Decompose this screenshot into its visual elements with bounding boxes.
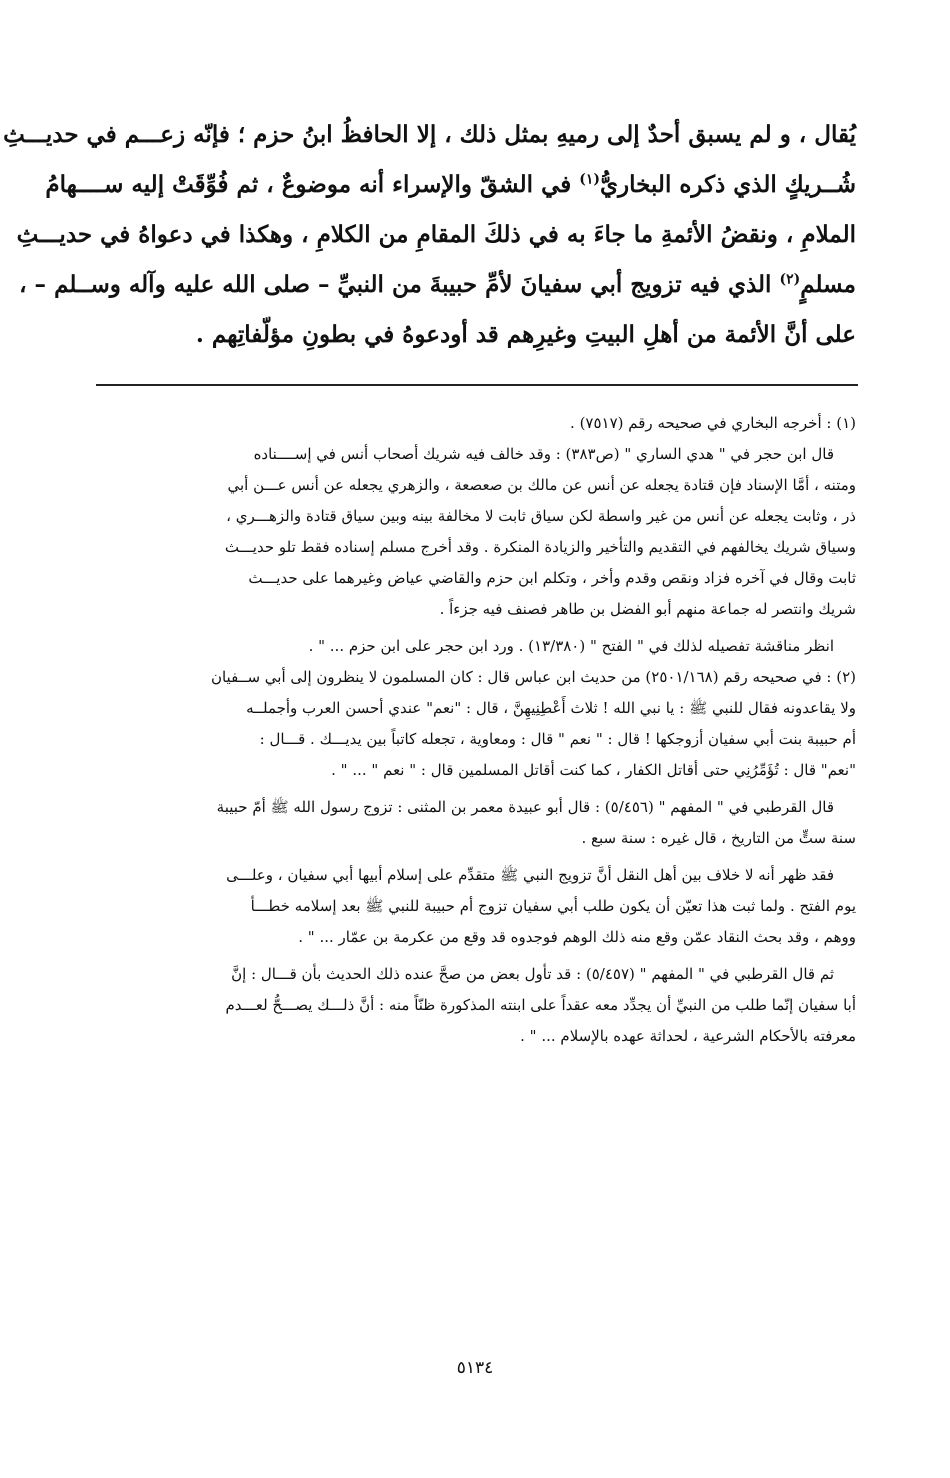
main-text-segment: الذي فيه تزويج أبي سفيانَ لأمِّ حبيبةَ من النبيِّ – صلى الله عليه وآله وســلم – ، [19, 271, 780, 298]
footnote-separator [96, 384, 858, 386]
footnote-line: ومتنه ، أمَّا الإسناد فإن قتادة يجعله عن أنس عن مالك بن صعصعة ، والزهري يجعله عن أنس عـــن أبي [227, 476, 856, 494]
main-text-line: الملامِ ، ونقضُ الأئمةِ ما جاءَ به في ذلكَ المقامِ من الكلامِ ، وهكذا في دعواهُ في حديـــثِ [16, 221, 856, 248]
footnote-line: (١) : أخرجه البخاري في صحيحه رقم (٧٥١٧) . [570, 414, 856, 432]
footnote-line: ذر ، وثابت يجعله عن أنس من غير واسطة لكن سياق ثابت لا مخالفة بينه وبين سياق قتادة والزهـــري ، [226, 507, 856, 525]
footnote-line: سنة ستٍّ من التاريخ ، قال غيره : سنة سبع . [581, 829, 856, 847]
footnote-line: أم حبيبة بنت أبي سفيان أزوجكها ! قال : " نعم " قال : ومعاوية ، تجعله كاتباً بين يديـــك . قـــال : [259, 730, 856, 748]
main-text-block [3, 110, 856, 360]
main-text-segment: في الشقّ والإسراء أنه موضوعٌ ، ثم فُوِّقَتْ إليه ســــهامُ [45, 171, 580, 198]
footnote-line: فقد ظهر أنه لا خلاف بين أهل النقل أنَّ تزويج النبي ﷺ متقدِّم على إسلام أبيها أبي سفيان ، وعلـــى [226, 866, 834, 884]
main-text-line: يُقال ، و لم يسبق أحدٌ إلى رميهِ بمثل ذلك ، إلا الحافظُ ابنُ حزم ؛ فإنّه زعـــم في حديـــثِ [3, 121, 856, 148]
main-text-segment: شُــريكٍ الذي ذكره البخاريُّ [600, 171, 856, 198]
footnotes-block [96, 408, 856, 1052]
footnote-ref-2: (٢) [779, 271, 801, 288]
footnote-line: معرفته بالأحكام الشرعية ، لحداثة عهده بالإسلام ... " . [520, 1027, 856, 1045]
footnote-line: يوم الفتح . ولما ثبت هذا تعيّن أن يكون طلب أبي سفيان تزوج أم حبيبة للنبي ﷺ بعد إسلامه خطـــأ [250, 897, 856, 915]
footnote-line: ثم قال القرطبي في " المفهم " (٥/٤٥٧) : قد تأول بعض من صحَّ عنده ذلك الحديث بأن قـــال : إنَّ [231, 965, 834, 983]
footnote-line: (٢) : في صحيحه رقم (٢٥٠١/١٦٨) من حديث ابن عباس قال : كان المسلمون لا ينظرون إلى أبي ســفيان [210, 668, 856, 686]
footnote-line: وسياق شريك يخالفهم في التقديم والتأخير والزيادة المنكرة . وقد أخرج مسلم إسناده فقط تلو حديـــث [224, 538, 856, 556]
main-text-segment: مسلمٍ [800, 271, 856, 298]
footnote-line: ولا يقاعدونه فقال للنبي ﷺ : يا نبي الله ! ثلاث أَعْطِنِيهِنَّ ، قال : "نعم" عندي أحسن العرب وأجملــه [246, 699, 856, 717]
footnote-line: أبا سفيان إنّما طلب من النبيِّ أن يجدِّد معه عقداً على ابنته المذكورة ظنّاً منه : أنَّ ذلـــك يصـــحُّ لعـــدم [225, 996, 856, 1014]
footnote-line: ووهم ، وقد بحث النقاد عمّن وقع منه ذلك الوهم فوجدوه قد وقع من عكرمة بن عمّار ... " . [298, 928, 856, 946]
footnote-line: انظر مناقشة تفصيله لذلك في " الفتح " (١٣/٣٨٠) . ورد ابن حجر على ابن حزم ... " . [308, 637, 834, 655]
footnote-line: شريك وانتصر له جماعة منهم أبو الفضل بن طاهر فصنف فيه جزءاً . [439, 600, 856, 618]
main-text-line [45, 160, 856, 210]
footnote-ref-1: (١) [579, 171, 601, 188]
footnote-line: "نعم" قال : تُؤَمِّرُنِي حتى أقاتل الكفار ، كما كنت أقاتل المسلمين قال : " نعم " ... " . [331, 761, 856, 779]
footnote-line: قال ابن حجر في " هدي الساري " (ص٣٨٣) : وقد خالف فيه شريك أصحاب أنس في إســــناده [253, 445, 834, 463]
page-number: ٥١٣٤ [456, 1358, 494, 1378]
footnote-line: ثابت وقال في آخره فزاد ونقص وقدم وأخر ، وتكلم ابن حزم والقاضي عياض وغيرهما على حديـــث [248, 569, 856, 587]
footnote-line: قال القرطبي في " المفهم " (٥/٤٥٦) : قال أبو عبيدة معمر بن المثنى : تزوج رسول الله ﷺ أمّ حبيبة [216, 798, 834, 816]
main-text-line [19, 260, 856, 310]
main-text-line: على أنَّ الأئمة من أهلِ البيتِ وغيرِهم قد أودعوهُ في بطونِ مؤلّفاتِهم . [195, 321, 856, 348]
